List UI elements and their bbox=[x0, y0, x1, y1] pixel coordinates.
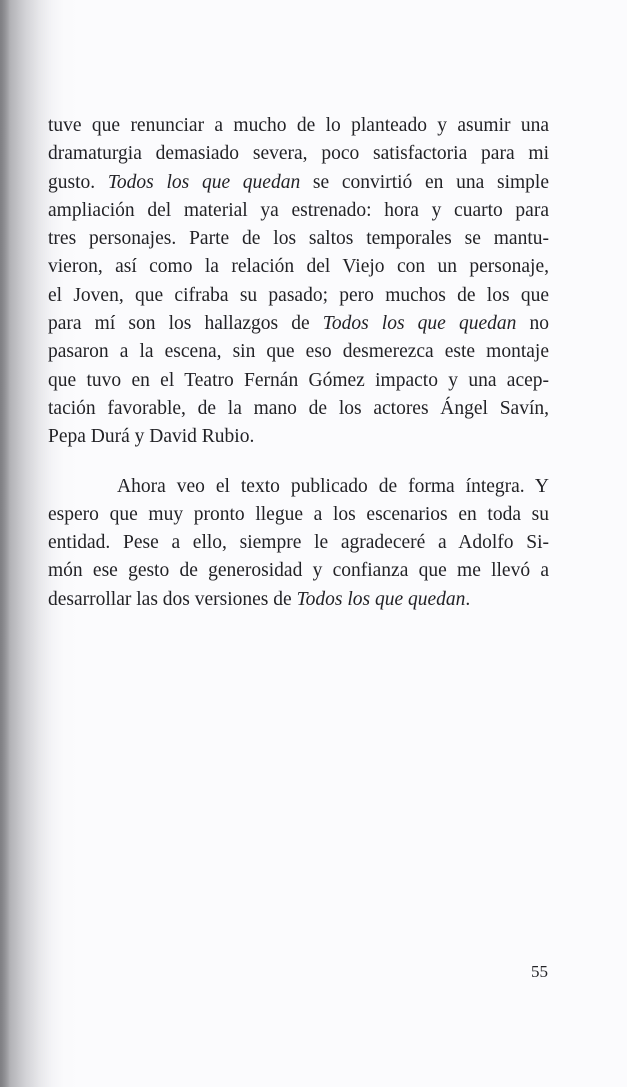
text-line: desarrollar las dos versiones de Todos los que quedan. bbox=[48, 588, 471, 610]
text-line: Pepa Durá y David Rubio. bbox=[48, 426, 255, 448]
text-line: espero que muy pronto llegue a los escenarios en toda su bbox=[48, 503, 549, 525]
text-line: tres personajes. Parte de los saltos temporales se mantu- bbox=[48, 228, 549, 250]
text-line: pasaron a la escena, sin que eso desmerezca este montaje bbox=[48, 341, 549, 363]
binding-shadow bbox=[0, 0, 10, 1087]
text-line: gusto. Todos los que quedan se convirtió en una simple bbox=[48, 171, 549, 193]
text-line: que tuvo en el Teatro Fernán Gómez impacto y una acep- bbox=[48, 369, 549, 391]
text-line: dramaturgia demasiado severa, poco satisfactoria para mi bbox=[48, 143, 549, 165]
text-line: tuve que renunciar a mucho de lo planteado y asumir una bbox=[48, 115, 549, 136]
book-title: Todos los que quedan bbox=[296, 588, 466, 610]
text-line: el Joven, que cifraba su pasado; pero muchos de los que bbox=[48, 284, 549, 306]
book-title: Todos los que quedan bbox=[107, 171, 301, 193]
text-line: Ahora veo el texto publicado de forma íntegra. Y bbox=[117, 475, 549, 497]
text-line: món ese gesto de generosidad y confianza que me llevó a bbox=[48, 560, 549, 582]
body-text bbox=[48, 112, 549, 614]
text-line: tación favorable, de la mano de los actores Ángel Savín, bbox=[48, 397, 549, 419]
paragraph-2 bbox=[48, 473, 549, 614]
text-line: vieron, así como la relación del Viejo con un personaje, bbox=[48, 256, 549, 278]
text-line: ampliación del material ya estrenado: hora y cuarto para bbox=[48, 199, 549, 221]
paragraph-1 bbox=[48, 112, 549, 452]
paragraph-gap bbox=[48, 452, 549, 473]
text-line: entidad. Pese a ello, siempre le agradeceré a Adolfo Si- bbox=[48, 532, 549, 554]
book-title: Todos los que quedan bbox=[322, 313, 517, 335]
text-line: para mí son los hallazgos de Todos los que quedan no bbox=[48, 313, 549, 335]
page-number: 55 bbox=[531, 962, 548, 981]
